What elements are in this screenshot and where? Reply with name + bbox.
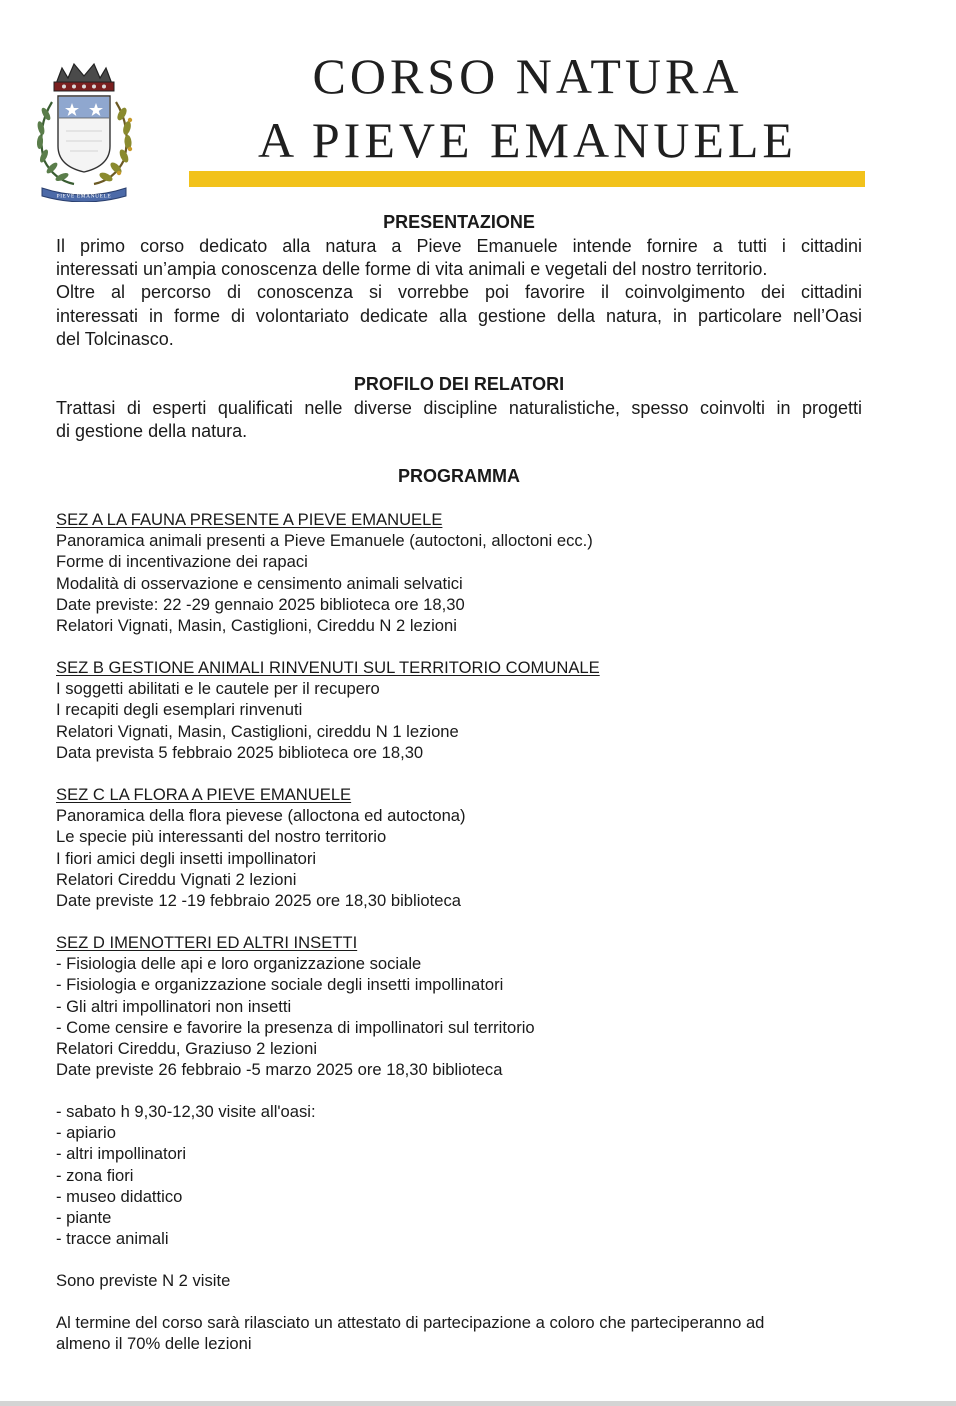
section-line: I fiori amici degli insetti impollinatori bbox=[56, 848, 317, 868]
heading-presentazione: PRESENTAZIONE bbox=[383, 212, 535, 232]
visits-line: - zona fiori bbox=[56, 1165, 134, 1185]
section-a bbox=[56, 509, 876, 636]
section-line: Modalità di osservazione e censimento animali selvatici bbox=[56, 573, 463, 593]
section-line: Date previste 26 febbraio -5 marzo 2025 ore 18,30 biblioteca bbox=[56, 1060, 503, 1080]
section-d bbox=[56, 932, 876, 1080]
title-accent-bar bbox=[189, 171, 865, 187]
section-title: SEZ A LA FAUNA PRESENTE A PIEVE EMANUELE bbox=[56, 510, 443, 529]
page-bottom-edge bbox=[0, 1401, 956, 1406]
paragraph-line: di gestione della natura. bbox=[56, 421, 248, 442]
paragraph-line: Trattasi di esperti qualificati nelle diverse discipline naturalistiche, spesso coinvolti in progetti bbox=[56, 398, 862, 418]
section-line: Relatori Cireddu, Graziuso 2 lezioni bbox=[56, 1039, 318, 1059]
visits-count: Sono previste N 2 visite bbox=[56, 1271, 231, 1290]
visits-line: - tracce animali bbox=[56, 1229, 169, 1249]
visits-line: - piante bbox=[56, 1208, 112, 1228]
section-b bbox=[56, 657, 876, 763]
section-line: Date previste 12 -19 febbraio 2025 ore 18,30 biblioteca bbox=[56, 891, 461, 911]
section-title: SEZ D IMENOTTERI ED ALTRI INSETTI bbox=[56, 933, 358, 952]
section-line: Le specie più interessanti del nostro territorio bbox=[56, 827, 387, 847]
paragraph-line: Il primo corso dedicato alla natura a Pieve Emanuele intende fornire a tutti i cittadini bbox=[56, 236, 862, 256]
section-line: - Come censire e favorire la presenza di impollinatori sul territorio bbox=[56, 1017, 535, 1037]
closing-line: Al termine del corso sarà rilasciato un attestato di partecipazione a coloro che parteciperanno ad bbox=[56, 1313, 765, 1332]
paragraph-line: interessati in forme di volontariato dedicate alla gestione della natura, in particolare nell’Oasi bbox=[56, 305, 862, 326]
presentazione-paragraph bbox=[56, 235, 862, 351]
closing-line: almeno il 70% delle lezioni bbox=[56, 1334, 252, 1354]
section-line: - Gli altri impollinatori non insetti bbox=[56, 996, 292, 1016]
visits-line: - apiario bbox=[56, 1123, 116, 1143]
visits-line: - altri impollinatori bbox=[56, 1144, 187, 1164]
section-line: Relatori Vignati, Masin, Castiglioni, Cireddu N 2 lezioni bbox=[56, 616, 457, 636]
visits-line: - museo didattico bbox=[56, 1186, 183, 1206]
section-line: Relatori Cireddu Vignati 2 lezioni bbox=[56, 869, 297, 889]
municipal-crest-logo bbox=[22, 56, 146, 202]
section-line: Panoramica della flora pievese (alloctona ed autoctona) bbox=[56, 806, 466, 826]
crest-motto: PIEVE EMANUELE bbox=[56, 193, 112, 200]
section-line: Forme di incentivazione dei rapaci bbox=[56, 552, 308, 572]
section-line: Data prevista 5 febbraio 2025 biblioteca ore 18,30 bbox=[56, 742, 424, 762]
heading-profilo-relatori: PROFILO DEI RELATORI bbox=[353, 374, 565, 394]
section-title: SEZ B GESTIONE ANIMALI RINVENUTI SUL TERRITORIO COMUNALE bbox=[56, 658, 600, 677]
section-line: Date previste: 22 -29 gennaio 2025 biblioteca ore 18,30 bbox=[56, 594, 465, 614]
visits-list bbox=[56, 1101, 876, 1249]
section-line: - Fisiologia delle api e loro organizzazione sociale bbox=[56, 954, 422, 974]
section-line: I recapiti degli esemplari rinvenuti bbox=[56, 700, 303, 720]
section-line: Panoramica animali presenti a Pieve Emanuele (autoctoni, alloctoni ecc.) bbox=[56, 531, 593, 551]
closing-note bbox=[56, 1312, 876, 1354]
paragraph-line: interessati un’ampia conoscenza delle forme di vita animali e vegetali del nostro territorio. bbox=[56, 259, 768, 280]
profilo-paragraph bbox=[56, 397, 862, 443]
visits-line: - sabato h 9,30-12,30 visite all'oasi: bbox=[56, 1102, 316, 1121]
paragraph-line: Oltre al percorso di conoscenza si vorrebbe poi favorire il coinvolgimento dei cittadini bbox=[56, 282, 862, 303]
section-c bbox=[56, 784, 876, 911]
page-title-line-1: CORSO NATURA bbox=[312, 48, 743, 104]
section-line: Relatori Vignati, Masin, Castiglioni, cireddu N 1 lezione bbox=[56, 721, 459, 741]
section-title: SEZ C LA FLORA A PIEVE EMANUELE bbox=[56, 785, 352, 804]
section-line: I soggetti abilitati e le cautele per il recupero bbox=[56, 679, 380, 699]
heading-programma: PROGRAMMA bbox=[398, 466, 520, 486]
section-line: - Fisiologia e organizzazione sociale degli insetti impollinatori bbox=[56, 975, 504, 995]
paragraph-line: del Tolcinasco. bbox=[56, 328, 174, 349]
page-title-line-2: A PIEVE EMANUELE bbox=[258, 112, 797, 168]
